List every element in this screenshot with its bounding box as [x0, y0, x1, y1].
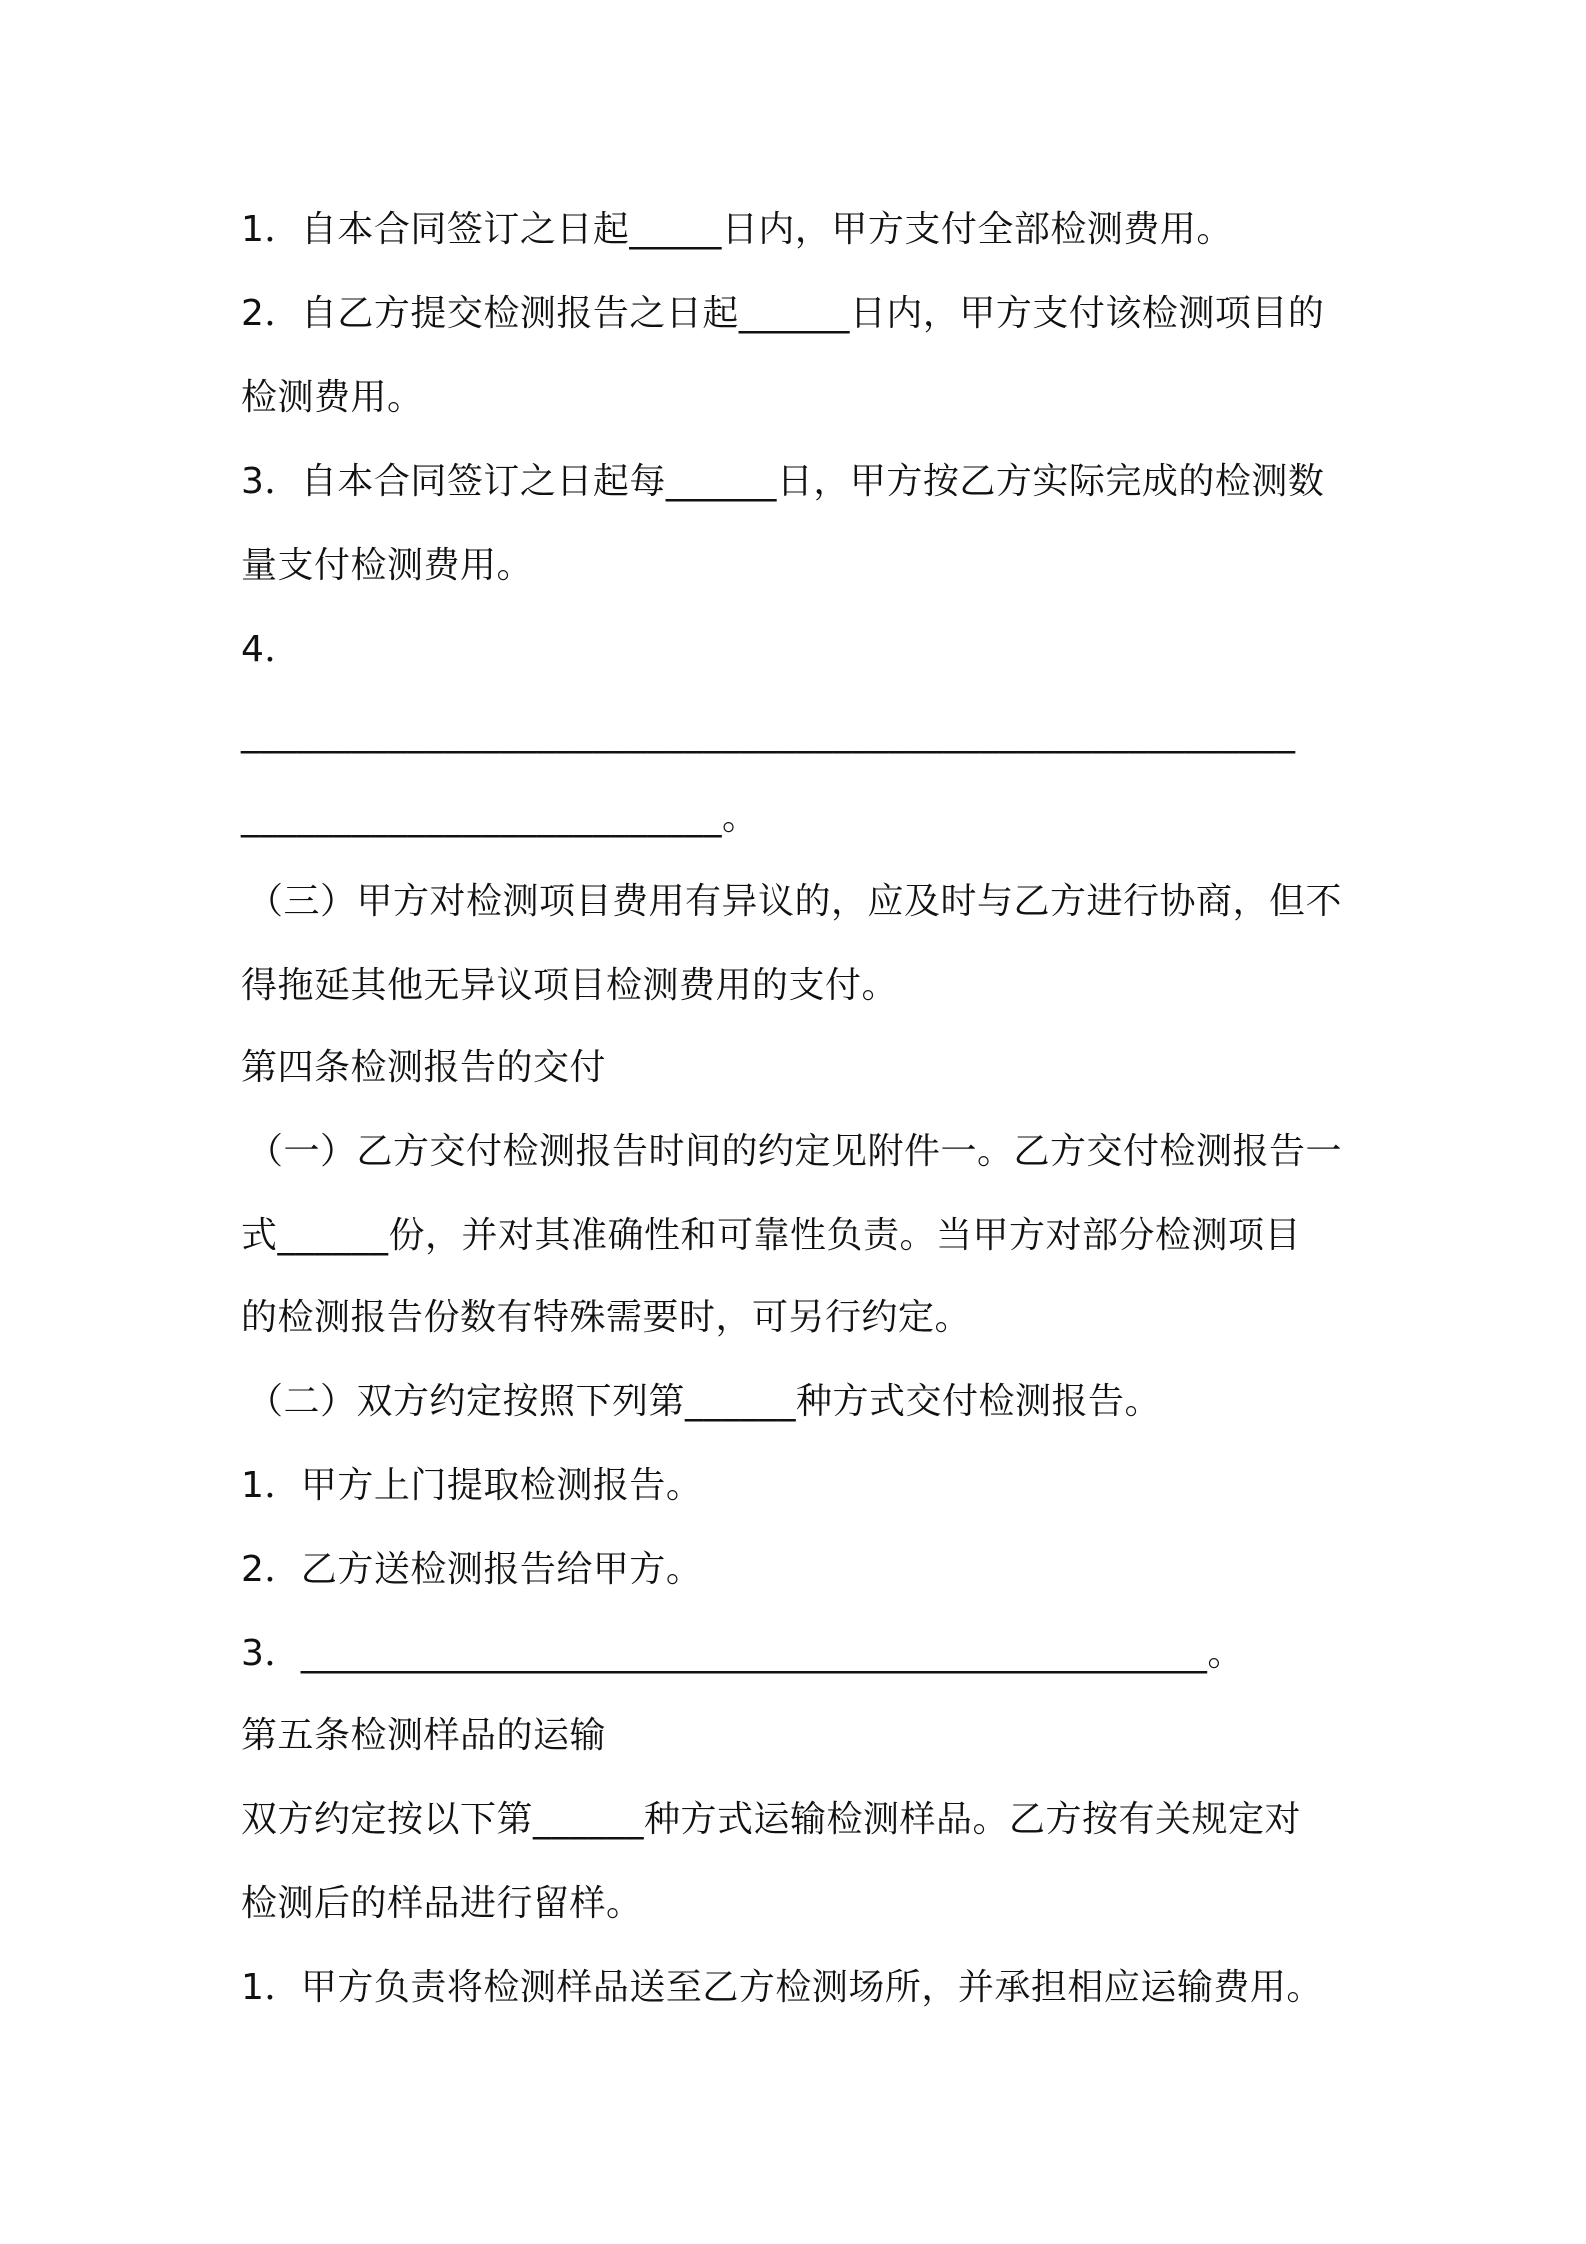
text-line: 2．乙方送检测报告给甲方。: [241, 1549, 703, 1590]
text-line: 检测后的样品进行留样。: [241, 1883, 643, 1924]
section-heading: 第五条检测样品的运输: [241, 1715, 607, 1756]
text-line: （一）乙方交付检测报告时间的约定见附件一。乙方交付检测报告一: [247, 1131, 1343, 1172]
text-line: 1．甲方上门提取检测报告。: [241, 1465, 703, 1506]
text-line: 的检测报告份数有特殊需要时，可另行约定。: [241, 1297, 972, 1338]
text-line: 检测费用。: [241, 377, 424, 418]
blank-fill-line: _________________________________________________________: [241, 713, 1296, 754]
text-line: （三）甲方对检测项目费用有异议的，应及时与乙方进行协商，但不: [247, 881, 1343, 922]
text-line: 4．: [241, 629, 301, 670]
text-line: （二）双方约定按照下列第______种方式交付检测报告。: [247, 1381, 1162, 1422]
section-heading: 第四条检测报告的交付: [241, 1047, 607, 1088]
blank-fill-line: __________________________。: [241, 797, 759, 838]
text-line: 式______份，并对其准确性和可靠性负责。当甲方对部分检测项目: [241, 1215, 1302, 1256]
text-line: 3．_________________________________________________。: [241, 1633, 1244, 1674]
text-line: 量支付检测费用。: [241, 545, 534, 586]
text-line: 双方约定按以下第______种方式运输检测样品。乙方按有关规定对: [241, 1799, 1302, 1840]
text-line: 得拖延其他无异议项目检测费用的支付。: [241, 965, 899, 1006]
text-line: 3．自本合同签订之日起每______日，甲方按乙方实际完成的检测数: [241, 461, 1325, 502]
text-line: 1．自本合同签订之日起_____日内，甲方支付全部检测费用。: [241, 209, 1233, 250]
text-line: 2．自乙方提交检测报告之日起______日内，甲方支付该检测项目的: [241, 293, 1325, 334]
text-line: 1．甲方负责将检测样品送至乙方检测场所，并承担相应运输费用。: [241, 1967, 1323, 2008]
